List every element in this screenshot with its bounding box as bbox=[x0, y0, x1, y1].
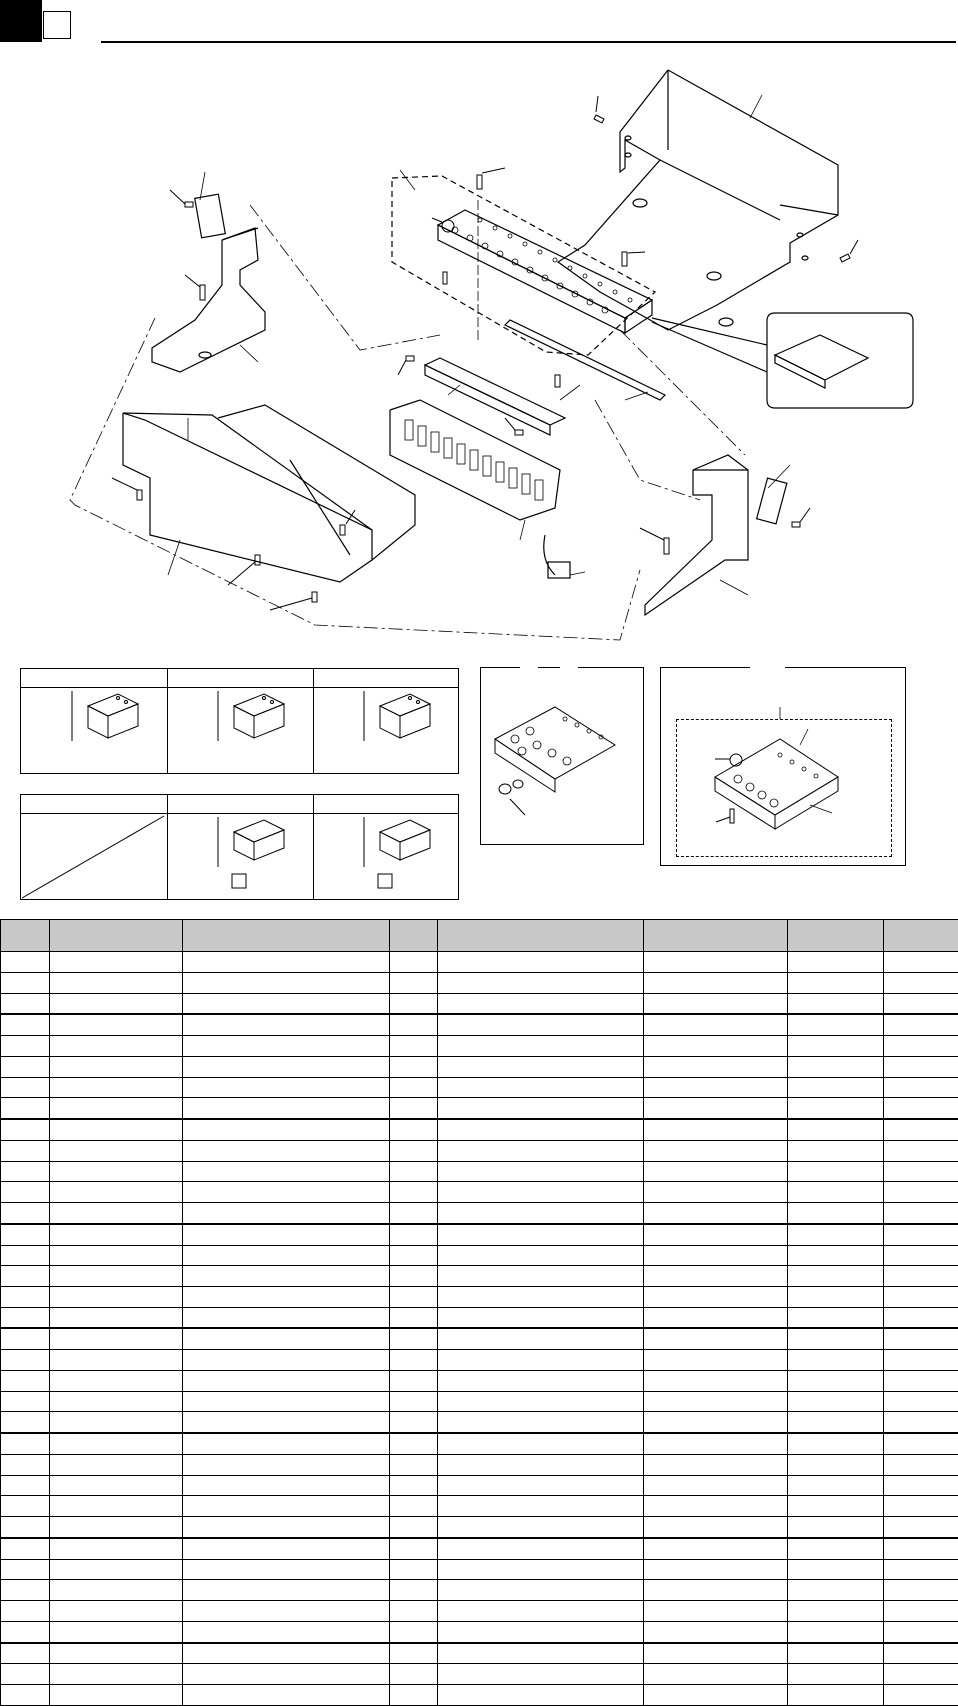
table-row bbox=[1, 1454, 958, 1475]
middle-rail-drawing bbox=[425, 320, 665, 435]
table-row bbox=[1, 1203, 958, 1224]
table-row bbox=[1, 1119, 958, 1140]
table-row bbox=[1, 1517, 958, 1538]
table-row bbox=[1, 1307, 958, 1328]
table-row bbox=[1, 1391, 958, 1412]
parts-list-table bbox=[0, 919, 958, 1706]
table-row bbox=[1, 1077, 958, 1098]
detail-row1-bracket-drawings bbox=[20, 686, 459, 774]
table-header-row bbox=[1, 920, 958, 952]
table-row bbox=[1, 1559, 958, 1580]
table-row bbox=[1, 1538, 958, 1559]
table-row bbox=[1, 1621, 958, 1642]
table-row bbox=[1, 1496, 958, 1517]
table-row bbox=[1, 993, 958, 1014]
table-row bbox=[1, 1580, 958, 1601]
right-bracket-drawing bbox=[645, 455, 787, 615]
table-row bbox=[1, 972, 958, 993]
not-applicable-slash bbox=[22, 816, 164, 898]
table-row bbox=[1, 1643, 958, 1664]
table-row bbox=[1, 1245, 958, 1266]
table-row bbox=[1, 1266, 958, 1287]
exploded-parts-diagram bbox=[0, 0, 958, 660]
left-bracket-drawing bbox=[152, 194, 265, 372]
table-row bbox=[1, 1328, 958, 1349]
detail-bracket-5 bbox=[364, 817, 430, 888]
table-row bbox=[1, 1350, 958, 1371]
zoom-callout-drawing bbox=[652, 313, 913, 408]
table-row bbox=[1, 1224, 958, 1245]
table-row bbox=[1, 1601, 958, 1622]
table-row bbox=[1, 1182, 958, 1203]
table-row bbox=[1, 1475, 958, 1496]
detail-row2-drawings bbox=[20, 812, 459, 900]
table-row bbox=[1, 952, 958, 973]
table-row bbox=[1, 1412, 958, 1433]
table-row bbox=[1, 1286, 958, 1307]
table-row bbox=[1, 1098, 958, 1119]
detail-bracket-1 bbox=[72, 691, 138, 741]
table-row bbox=[1, 1056, 958, 1077]
detail-bracket-2 bbox=[218, 691, 284, 741]
manifold-block-drawing bbox=[438, 210, 652, 333]
valve-bank-drawing bbox=[390, 400, 570, 578]
table-row bbox=[1, 1685, 958, 1706]
table-row bbox=[1, 1370, 958, 1391]
table-row bbox=[1, 1036, 958, 1057]
tube-fitting-detail-drawing bbox=[480, 667, 644, 845]
table-row bbox=[1, 1140, 958, 1161]
detail-bracket-4 bbox=[218, 817, 284, 888]
table-row bbox=[1, 1014, 958, 1035]
cover-panel-drawing bbox=[558, 70, 838, 330]
left-tray-drawing bbox=[123, 405, 415, 582]
manifold-detail-drawing bbox=[660, 667, 906, 866]
table-row bbox=[1, 1664, 958, 1685]
table-row bbox=[1, 1433, 958, 1454]
table-row bbox=[1, 1161, 958, 1182]
detail-bracket-3 bbox=[364, 691, 430, 741]
